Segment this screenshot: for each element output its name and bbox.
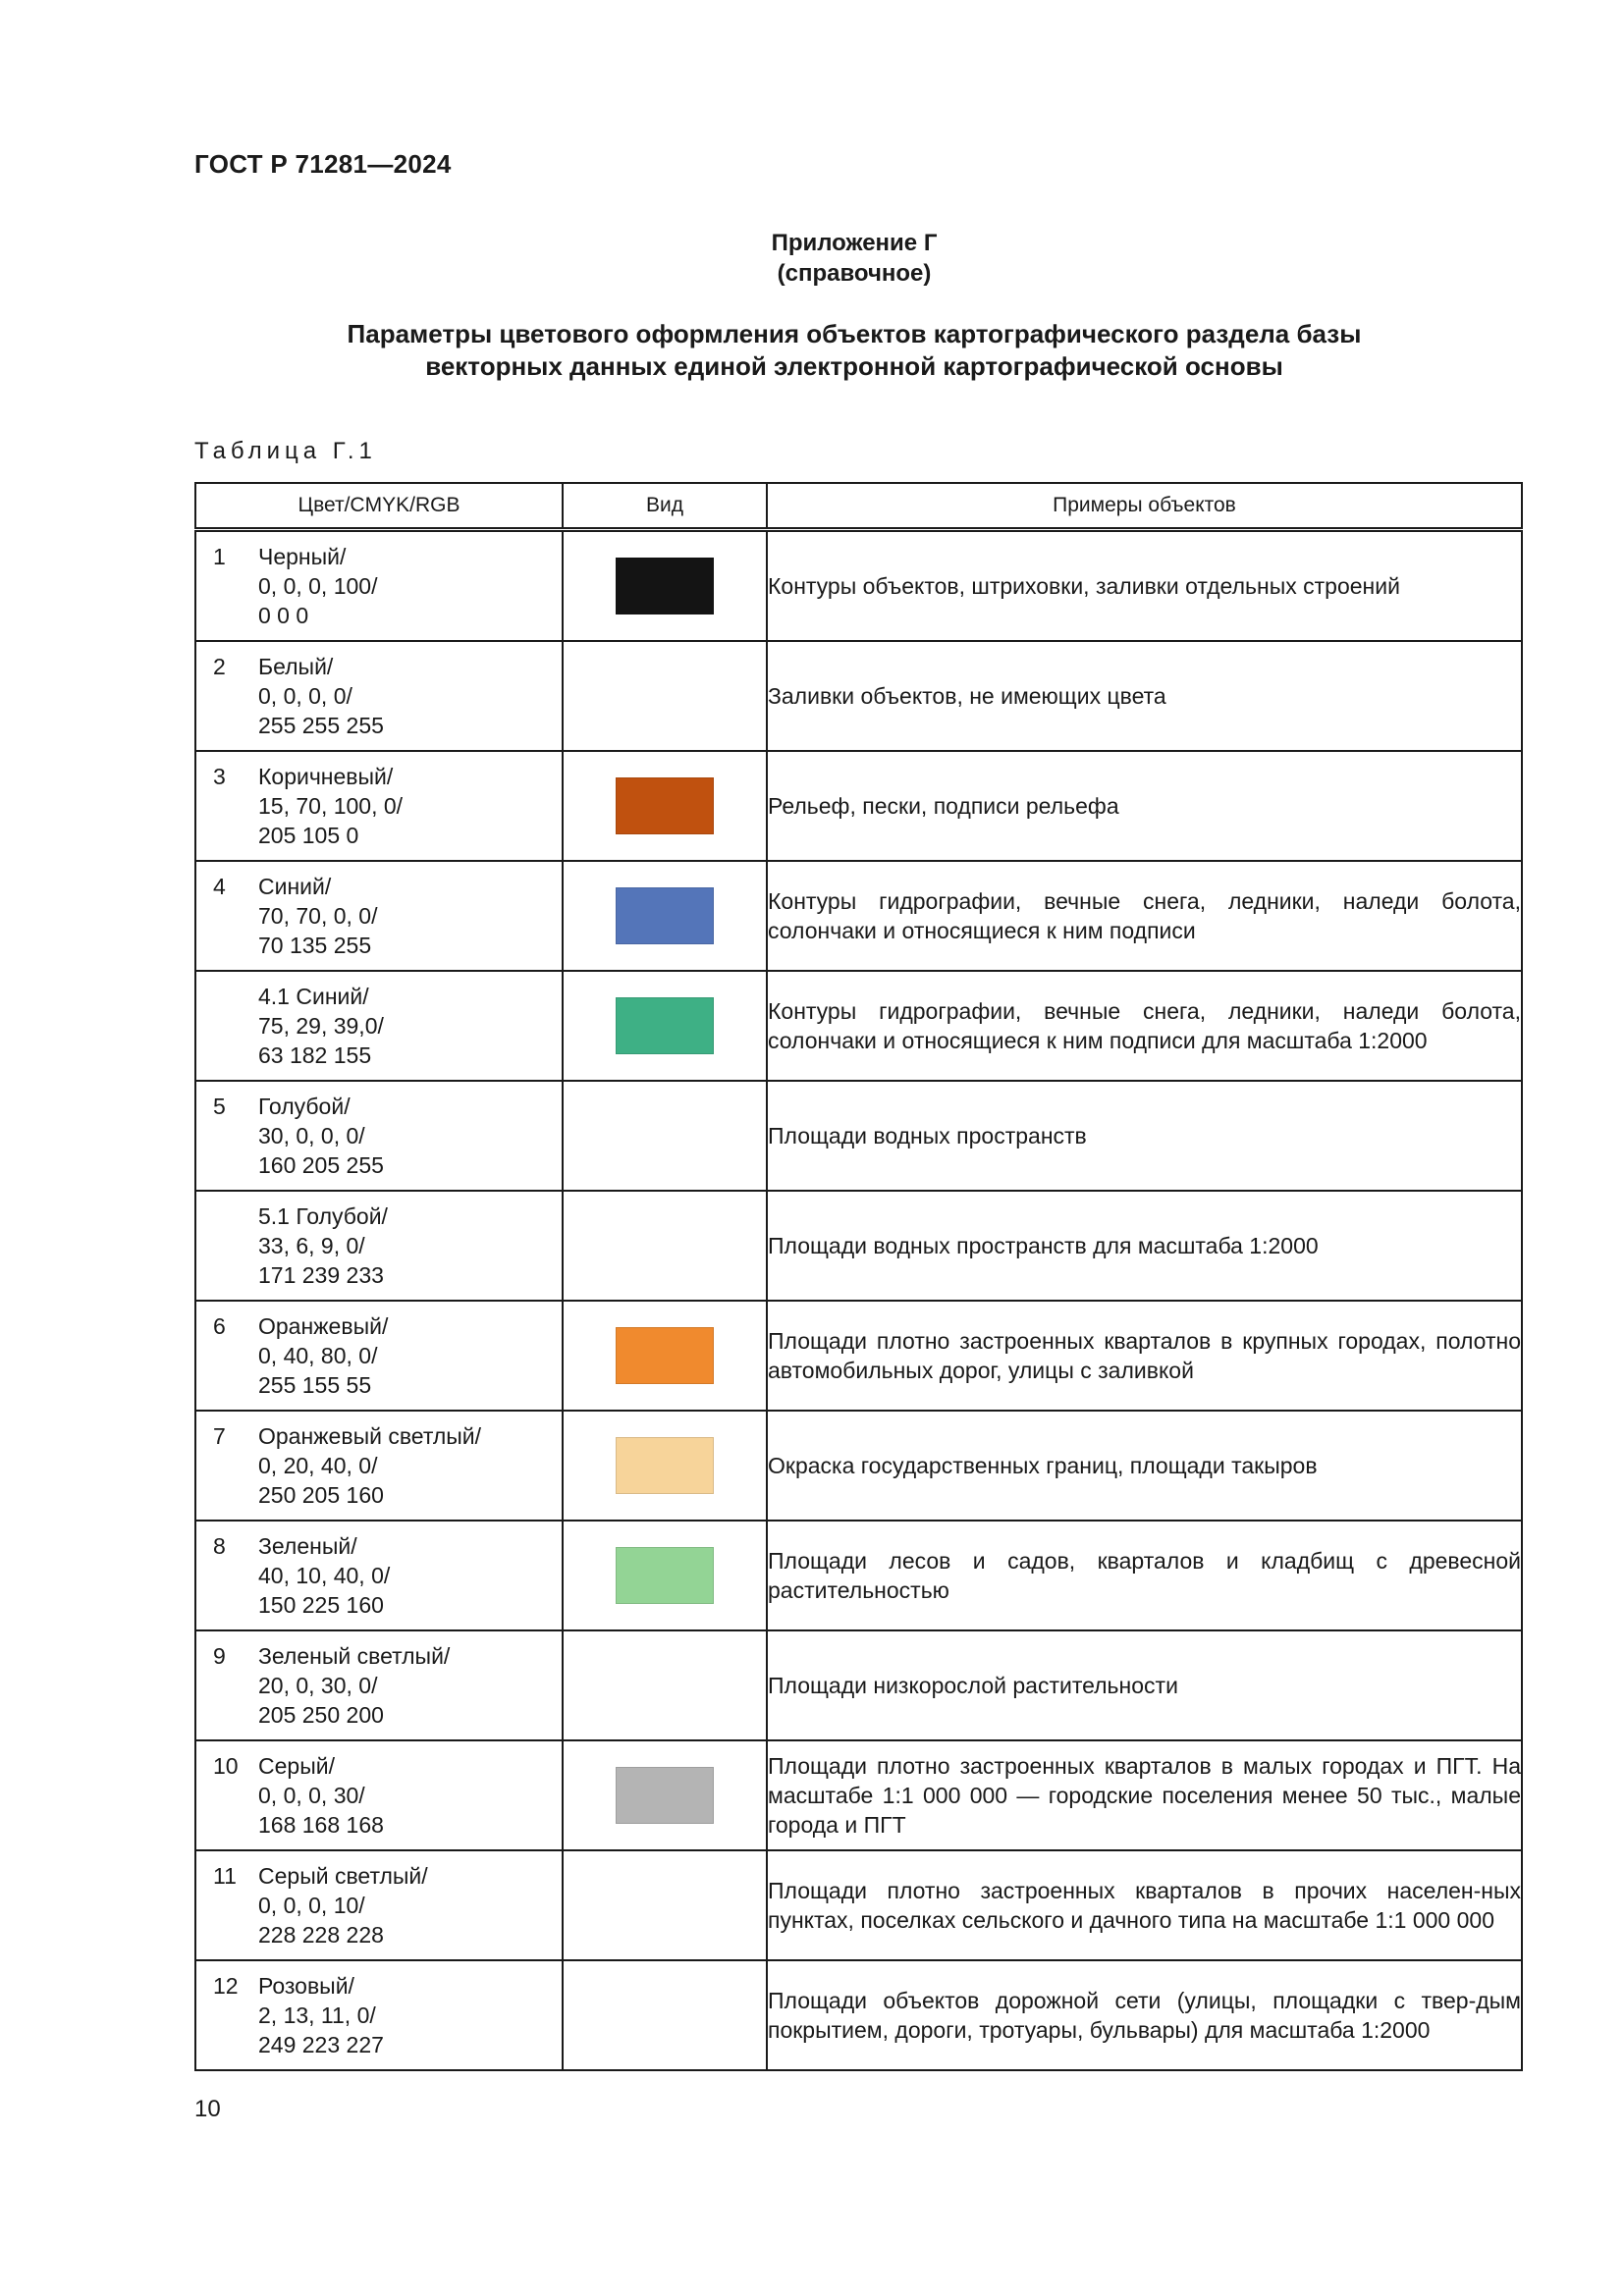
color-cmyk: 75, 29, 39,0/ <box>258 1013 384 1039</box>
color-name: Голубой/ <box>258 1094 351 1119</box>
color-cmyk: 0, 0, 0, 10/ <box>258 1893 365 1918</box>
color-rgb: 249 223 227 <box>258 2032 384 2057</box>
color-rgb: 255 255 255 <box>258 713 384 738</box>
swatch-cell <box>563 1191 767 1301</box>
table-row <box>195 1630 1522 1740</box>
color-spec-cell <box>195 1960 563 2070</box>
color-spec <box>196 752 562 860</box>
color-name: Розовый/ <box>258 1973 354 1999</box>
color-swatch <box>616 1327 714 1384</box>
color-cmyk: 0, 0, 0, 0/ <box>258 683 352 709</box>
color-spec <box>196 1302 562 1410</box>
heading-line-2: векторных данных единой электронной картографической основы <box>425 351 1283 381</box>
table-row <box>195 971 1522 1081</box>
color-spec <box>196 1522 562 1629</box>
color-spec-cell <box>195 1740 563 1850</box>
color-spec-cell <box>195 1411 563 1521</box>
table-row <box>195 1740 1522 1850</box>
swatch-cell <box>563 971 767 1081</box>
color-cmyk: 2, 13, 11, 0/ <box>258 2002 376 2028</box>
swatch-cell <box>563 530 767 642</box>
examples-cell: Рельеф, пески, подписи рельефа <box>767 751 1522 861</box>
examples-cell: Заливки объектов, не имеющих цвета <box>767 641 1522 751</box>
color-cmyk: 0, 20, 40, 0/ <box>258 1453 378 1478</box>
table-row <box>195 1301 1522 1411</box>
row-number: 12 <box>213 1973 239 1999</box>
table-row <box>195 861 1522 971</box>
table-row <box>195 1081 1522 1191</box>
color-cmyk: 20, 0, 30, 0/ <box>258 1673 378 1698</box>
swatch-cell <box>563 1521 767 1630</box>
table-header-row <box>195 483 1522 530</box>
color-name: Синий/ <box>258 874 332 899</box>
color-name: 4.1 Синий/ <box>258 984 369 1009</box>
row-number: 10 <box>213 1753 239 1779</box>
examples-cell: Контуры гидрографии, вечные снега, ледники, наледи болота, солончаки и относящиеся к ним подписи <box>767 861 1522 971</box>
table-row <box>195 1411 1522 1521</box>
color-swatch <box>616 1437 714 1494</box>
color-cmyk: 0, 0, 0, 100/ <box>258 573 378 599</box>
color-name: Оранжевый светлый/ <box>258 1423 482 1449</box>
examples-cell: Площади водных пространств для масштаба 1:2000 <box>767 1191 1522 1301</box>
color-name: Зеленый/ <box>258 1533 357 1559</box>
color-name: Серый светлый/ <box>258 1863 428 1889</box>
color-cmyk: 30, 0, 0, 0/ <box>258 1123 365 1148</box>
color-swatch <box>616 1547 714 1604</box>
color-spec-cell <box>195 641 563 751</box>
table-row <box>195 641 1522 751</box>
table-label: Таблица Г.1 <box>194 438 377 464</box>
examples-cell: Площади низкорослой растительности <box>767 1630 1522 1740</box>
row-number: 5 <box>213 1094 226 1119</box>
row-number: 6 <box>213 1313 226 1339</box>
page-number: 10 <box>194 2096 221 2122</box>
color-name: Коричневый/ <box>258 764 394 789</box>
swatch-cell <box>563 1740 767 1850</box>
color-swatch <box>616 997 714 1054</box>
examples-cell: Площади объектов дорожной сети (улицы, площадки с твер-дым покрытием, дороги, тротуары, бульвары) для масштаба 1:2000 <box>767 1960 1522 2070</box>
row-number: 8 <box>213 1533 226 1559</box>
color-swatch <box>616 777 714 834</box>
color-spec-cell <box>195 751 563 861</box>
examples-cell: Площади плотно застроенных кварталов в малых городах и ПГТ. На масштабе 1:1 000 000 — городские поселения менее 50 тыс., малые города и ПГТ <box>767 1740 1522 1850</box>
color-spec <box>196 1961 562 2069</box>
color-spec <box>196 862 562 970</box>
appendix-block <box>0 228 1624 289</box>
color-spec-cell <box>195 530 563 642</box>
section-heading <box>0 318 1624 383</box>
color-name: Серый/ <box>258 1753 335 1779</box>
color-swatch <box>616 558 714 614</box>
color-cmyk: 0, 40, 80, 0/ <box>258 1343 378 1368</box>
row-number: 2 <box>213 654 226 679</box>
appendix-title: Приложение Г <box>771 230 938 256</box>
swatch-cell <box>563 1630 767 1740</box>
color-spec-cell <box>195 1521 563 1630</box>
appendix-subtitle: (справочное) <box>777 260 932 287</box>
swatch-cell <box>563 861 767 971</box>
color-rgb: 255 155 55 <box>258 1372 372 1398</box>
color-rgb: 171 239 233 <box>258 1262 384 1288</box>
color-spec-cell <box>195 1301 563 1411</box>
color-spec-cell <box>195 1630 563 1740</box>
color-rgb: 150 225 160 <box>258 1592 384 1618</box>
color-spec <box>196 1192 562 1300</box>
color-cmyk: 70, 70, 0, 0/ <box>258 903 378 929</box>
table-row <box>195 530 1522 642</box>
examples-cell: Площади плотно застроенных кварталов в прочих населен-ных пунктах, поселках сельского и дачного типа на масштабе 1:1 000 000 <box>767 1850 1522 1960</box>
examples-cell: Площади лесов и садов, кварталов и кладбищ с древесной растительностью <box>767 1521 1522 1630</box>
color-spec <box>196 1082 562 1190</box>
row-number: 7 <box>213 1423 226 1449</box>
color-spec-cell <box>195 971 563 1081</box>
color-rgb: 0 0 0 <box>258 603 309 628</box>
header-examples: Примеры объектов <box>767 483 1522 530</box>
swatch-cell <box>563 1081 767 1191</box>
color-rgb: 160 205 255 <box>258 1152 384 1178</box>
row-number: 11 <box>213 1863 237 1889</box>
swatch-cell <box>563 751 767 861</box>
color-rgb: 205 105 0 <box>258 823 359 848</box>
color-spec-cell <box>195 1850 563 1960</box>
examples-cell: Контуры объектов, штриховки, заливки отдельных строений <box>767 530 1522 642</box>
color-cmyk: 40, 10, 40, 0/ <box>258 1563 391 1588</box>
examples-cell: Площади плотно застроенных кварталов в крупных городах, полотно автомобильных дорог, улицы с заливкой <box>767 1301 1522 1411</box>
color-name: Белый/ <box>258 654 334 679</box>
swatch-cell <box>563 1960 767 2070</box>
header-view: Вид <box>563 483 767 530</box>
color-swatch <box>616 1767 714 1824</box>
table-row <box>195 1191 1522 1301</box>
color-cmyk: 15, 70, 100, 0/ <box>258 793 404 819</box>
color-rgb: 70 135 255 <box>258 933 372 958</box>
color-rgb: 250 205 160 <box>258 1482 384 1508</box>
color-spec <box>196 1412 562 1520</box>
table-row <box>195 1850 1522 1960</box>
table-body <box>195 530 1522 2071</box>
color-rgb: 205 250 200 <box>258 1702 384 1728</box>
color-name: Черный/ <box>258 544 347 569</box>
color-name: Оранжевый/ <box>258 1313 389 1339</box>
row-number: 3 <box>213 764 226 789</box>
color-spec-cell <box>195 1081 563 1191</box>
row-number: 4 <box>213 874 226 899</box>
color-rgb: 63 182 155 <box>258 1042 372 1068</box>
swatch-cell <box>563 1301 767 1411</box>
header-color: Цвет/CMYK/RGB <box>195 483 563 530</box>
swatch-cell <box>563 1411 767 1521</box>
swatch-cell <box>563 1850 767 1960</box>
row-number: 1 <box>213 544 226 569</box>
color-spec <box>196 1851 562 1959</box>
color-spec <box>196 1741 562 1849</box>
color-swatch <box>616 887 714 944</box>
color-spec <box>196 972 562 1080</box>
examples-cell: Окраска государственных границ, площади такыров <box>767 1411 1522 1521</box>
color-spec <box>196 1631 562 1739</box>
swatch-cell <box>563 641 767 751</box>
color-name: Зеленый светлый/ <box>258 1643 451 1669</box>
examples-cell: Контуры гидрографии, вечные снега, ледники, наледи болота, солончаки и относящиеся к ним подписи для масштаба 1:2000 <box>767 971 1522 1081</box>
color-spec <box>196 642 562 750</box>
color-name: 5.1 Голубой/ <box>258 1203 388 1229</box>
row-number: 9 <box>213 1643 226 1669</box>
color-spec <box>196 532 562 640</box>
color-rgb: 228 228 228 <box>258 1922 384 1948</box>
table-row <box>195 1960 1522 2070</box>
color-spec-cell <box>195 1191 563 1301</box>
examples-cell: Площади водных пространств <box>767 1081 1522 1191</box>
table-row <box>195 751 1522 861</box>
color-cmyk: 0, 0, 0, 30/ <box>258 1783 365 1808</box>
table-row <box>195 1521 1522 1630</box>
heading-line-1: Параметры цветового оформления объектов картографического раздела базы <box>347 319 1362 348</box>
document-code: ГОСТ Р 71281—2024 <box>194 149 452 179</box>
color-spec-cell <box>195 861 563 971</box>
color-table <box>194 482 1523 2071</box>
color-rgb: 168 168 168 <box>258 1812 384 1838</box>
color-cmyk: 33, 6, 9, 0/ <box>258 1233 365 1258</box>
